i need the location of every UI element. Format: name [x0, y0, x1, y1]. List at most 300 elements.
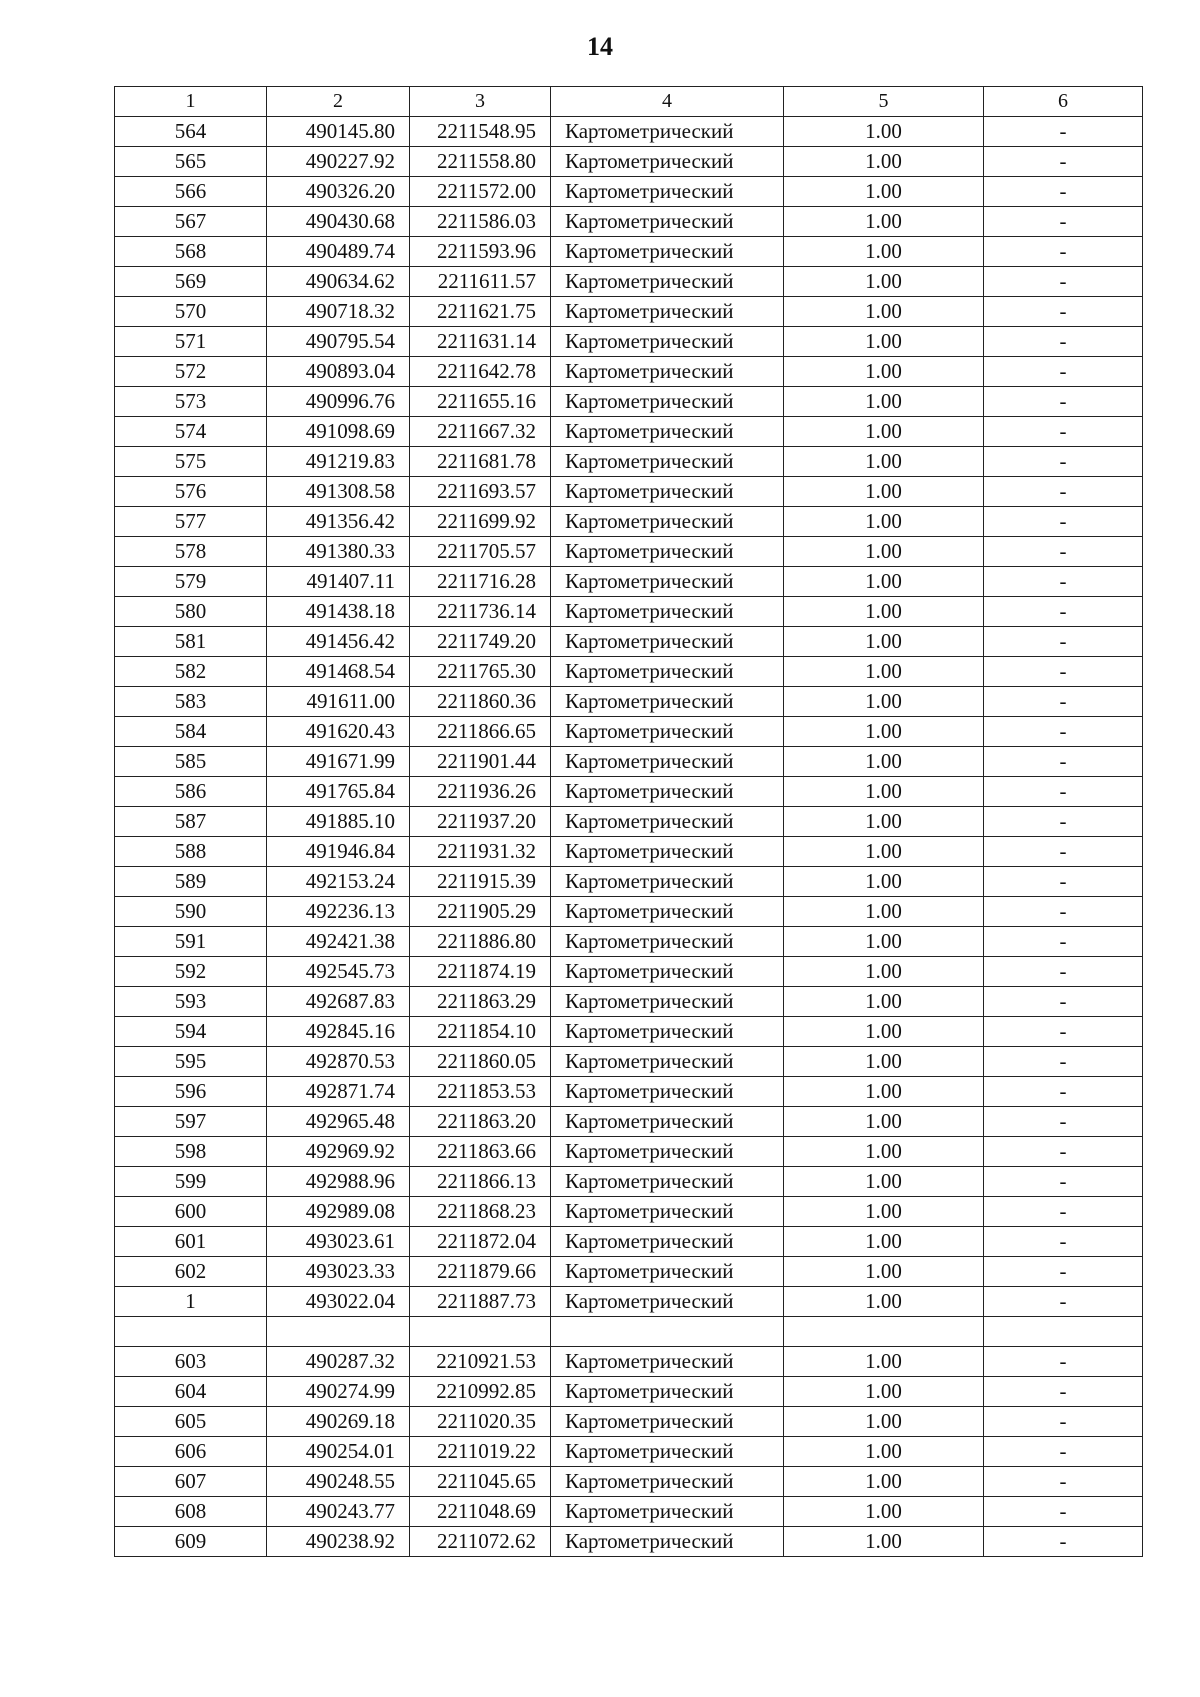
y-coordinate-cell: 2211611.57: [410, 267, 551, 297]
accuracy-cell: 1.00: [784, 1047, 984, 1077]
method-cell: Картометрический: [551, 567, 784, 597]
method-cell: Картометрический: [551, 1137, 784, 1167]
point-number-cell: 566: [115, 177, 267, 207]
table-row: [115, 447, 1143, 477]
header-cell: 6: [984, 87, 1143, 117]
x-coordinate-cell: 491438.18: [267, 597, 410, 627]
note-cell: -: [984, 777, 1143, 807]
table-row: [115, 807, 1143, 837]
y-coordinate-cell: 2211020.35: [410, 1407, 551, 1437]
method-cell: Картометрический: [551, 687, 784, 717]
method-cell: Картометрический: [551, 957, 784, 987]
y-coordinate-cell: 2210992.85: [410, 1377, 551, 1407]
method-cell: Картометрический: [551, 1197, 784, 1227]
x-coordinate-cell: 492989.08: [267, 1197, 410, 1227]
method-cell: Картометрический: [551, 537, 784, 567]
table-row: [115, 867, 1143, 897]
point-number-cell: 593: [115, 987, 267, 1017]
accuracy-cell: 1.00: [784, 1107, 984, 1137]
point-number-cell: 586: [115, 777, 267, 807]
x-coordinate-cell: 491946.84: [267, 837, 410, 867]
point-number-cell: 607: [115, 1467, 267, 1497]
x-coordinate-cell: 492545.73: [267, 957, 410, 987]
y-coordinate-cell: 2211936.26: [410, 777, 551, 807]
accuracy-cell: [784, 1317, 984, 1347]
table-row: [115, 327, 1143, 357]
x-coordinate-cell: 492988.96: [267, 1167, 410, 1197]
method-cell: Картометрический: [551, 417, 784, 447]
x-coordinate-cell: 493022.04: [267, 1287, 410, 1317]
y-coordinate-cell: 2211937.20: [410, 807, 551, 837]
point-number-cell: 574: [115, 417, 267, 447]
y-coordinate-cell: 2211681.78: [410, 447, 551, 477]
point-number-cell: 579: [115, 567, 267, 597]
table-row: [115, 1257, 1143, 1287]
point-number-cell: 576: [115, 477, 267, 507]
table-row: [115, 1527, 1143, 1557]
y-coordinate-cell: 2211048.69: [410, 1497, 551, 1527]
table-row: [115, 117, 1143, 147]
y-coordinate-cell: 2211716.28: [410, 567, 551, 597]
table-row: [115, 957, 1143, 987]
table-row: [115, 687, 1143, 717]
accuracy-cell: 1.00: [784, 1167, 984, 1197]
point-number-cell: 597: [115, 1107, 267, 1137]
method-cell: Картометрический: [551, 1467, 784, 1497]
y-coordinate-cell: 2211558.80: [410, 147, 551, 177]
y-coordinate-cell: 2211874.19: [410, 957, 551, 987]
method-cell: Картометрический: [551, 747, 784, 777]
point-number-cell: 603: [115, 1347, 267, 1377]
method-cell: Картометрический: [551, 1347, 784, 1377]
accuracy-cell: 1.00: [784, 1287, 984, 1317]
header-cell: 5: [784, 87, 984, 117]
table-row: [115, 1137, 1143, 1167]
accuracy-cell: 1.00: [784, 747, 984, 777]
y-coordinate-cell: 2211642.78: [410, 357, 551, 387]
accuracy-cell: 1.00: [784, 597, 984, 627]
y-coordinate-cell: 2211593.96: [410, 237, 551, 267]
table-header-row: [115, 87, 1143, 117]
note-cell: -: [984, 1227, 1143, 1257]
y-coordinate-cell: 2211879.66: [410, 1257, 551, 1287]
x-coordinate-cell: 491468.54: [267, 657, 410, 687]
note-cell: -: [984, 507, 1143, 537]
note-cell: -: [984, 1437, 1143, 1467]
table-row: [115, 477, 1143, 507]
note-cell: -: [984, 117, 1143, 147]
method-cell: Картометрический: [551, 1377, 784, 1407]
point-number-cell: 602: [115, 1257, 267, 1287]
table-row: [115, 897, 1143, 927]
x-coordinate-cell: 490227.92: [267, 147, 410, 177]
x-coordinate-cell: 491380.33: [267, 537, 410, 567]
x-coordinate-cell: 490269.18: [267, 1407, 410, 1437]
method-cell: Картометрический: [551, 507, 784, 537]
table-row: [115, 1347, 1143, 1377]
table-row: [115, 147, 1143, 177]
accuracy-cell: 1.00: [784, 477, 984, 507]
table-row: [115, 1077, 1143, 1107]
coordinates-table: [114, 86, 1143, 1557]
note-cell: [984, 1317, 1143, 1347]
accuracy-cell: 1.00: [784, 1527, 984, 1557]
y-coordinate-cell: 2211693.57: [410, 477, 551, 507]
table-row: [115, 387, 1143, 417]
accuracy-cell: 1.00: [784, 237, 984, 267]
method-cell: Картометрический: [551, 837, 784, 867]
note-cell: -: [984, 837, 1143, 867]
point-number-cell: [115, 1317, 267, 1347]
accuracy-cell: 1.00: [784, 1137, 984, 1167]
x-coordinate-cell: 490254.01: [267, 1437, 410, 1467]
note-cell: -: [984, 927, 1143, 957]
y-coordinate-cell: 2211866.65: [410, 717, 551, 747]
point-number-cell: 601: [115, 1227, 267, 1257]
x-coordinate-cell: 490795.54: [267, 327, 410, 357]
table-row: [115, 717, 1143, 747]
x-coordinate-cell: 492687.83: [267, 987, 410, 1017]
method-cell: Картометрический: [551, 1047, 784, 1077]
note-cell: -: [984, 747, 1143, 777]
table-row: [115, 1467, 1143, 1497]
note-cell: -: [984, 447, 1143, 477]
accuracy-cell: 1.00: [784, 1467, 984, 1497]
y-coordinate-cell: 2211853.53: [410, 1077, 551, 1107]
method-cell: Картометрический: [551, 597, 784, 627]
table-row: [115, 297, 1143, 327]
x-coordinate-cell: 490634.62: [267, 267, 410, 297]
method-cell: Картометрический: [551, 987, 784, 1017]
point-number-cell: 572: [115, 357, 267, 387]
point-number-cell: 589: [115, 867, 267, 897]
x-coordinate-cell: 492871.74: [267, 1077, 410, 1107]
table-row: [115, 237, 1143, 267]
note-cell: -: [984, 1377, 1143, 1407]
y-coordinate-cell: 2211699.92: [410, 507, 551, 537]
method-cell: Картометрический: [551, 267, 784, 297]
y-coordinate-cell: 2211667.32: [410, 417, 551, 447]
note-cell: -: [984, 477, 1143, 507]
method-cell: Картометрический: [551, 1227, 784, 1257]
method-cell: Картометрический: [551, 1437, 784, 1467]
x-coordinate-cell: 490893.04: [267, 357, 410, 387]
method-cell: Картометрический: [551, 1497, 784, 1527]
table-row: [115, 1407, 1143, 1437]
x-coordinate-cell: 491098.69: [267, 417, 410, 447]
y-coordinate-cell: 2211548.95: [410, 117, 551, 147]
y-coordinate-cell: 2211863.66: [410, 1137, 551, 1167]
header-cell: 4: [551, 87, 784, 117]
note-cell: -: [984, 987, 1143, 1017]
table-row: [115, 927, 1143, 957]
point-number-cell: 588: [115, 837, 267, 867]
point-number-cell: 590: [115, 897, 267, 927]
y-coordinate-cell: 2211860.05: [410, 1047, 551, 1077]
method-cell: Картометрический: [551, 927, 784, 957]
method-cell: Картометрический: [551, 327, 784, 357]
table-row: [115, 1107, 1143, 1137]
method-cell: Картометрический: [551, 1017, 784, 1047]
y-coordinate-cell: 2211931.32: [410, 837, 551, 867]
note-cell: -: [984, 567, 1143, 597]
method-cell: Картометрический: [551, 807, 784, 837]
table-row: [115, 1047, 1143, 1077]
x-coordinate-cell: 492845.16: [267, 1017, 410, 1047]
page-number: 14: [587, 32, 613, 61]
accuracy-cell: 1.00: [784, 1017, 984, 1047]
point-number-cell: 569: [115, 267, 267, 297]
point-number-cell: 575: [115, 447, 267, 477]
accuracy-cell: 1.00: [784, 1227, 984, 1257]
x-coordinate-cell: 492236.13: [267, 897, 410, 927]
x-coordinate-cell: 490718.32: [267, 297, 410, 327]
x-coordinate-cell: [267, 1317, 410, 1347]
accuracy-cell: 1.00: [784, 267, 984, 297]
method-cell: Картометрический: [551, 1167, 784, 1197]
method-cell: Картометрический: [551, 1407, 784, 1437]
accuracy-cell: 1.00: [784, 1437, 984, 1467]
method-cell: Картометрический: [551, 897, 784, 927]
point-number-cell: 595: [115, 1047, 267, 1077]
accuracy-cell: 1.00: [784, 537, 984, 567]
note-cell: -: [984, 1137, 1143, 1167]
header-cell: 1: [115, 87, 267, 117]
x-coordinate-cell: 493023.61: [267, 1227, 410, 1257]
point-number-cell: 584: [115, 717, 267, 747]
accuracy-cell: 1.00: [784, 507, 984, 537]
accuracy-cell: 1.00: [784, 357, 984, 387]
point-number-cell: 1: [115, 1287, 267, 1317]
table-row: [115, 537, 1143, 567]
accuracy-cell: 1.00: [784, 867, 984, 897]
table-row: [115, 1377, 1143, 1407]
point-number-cell: 580: [115, 597, 267, 627]
accuracy-cell: 1.00: [784, 567, 984, 597]
point-number-cell: 587: [115, 807, 267, 837]
method-cell: Картометрический: [551, 447, 784, 477]
x-coordinate-cell: 490274.99: [267, 1377, 410, 1407]
method-cell: Картометрический: [551, 1527, 784, 1557]
note-cell: -: [984, 177, 1143, 207]
x-coordinate-cell: 491620.43: [267, 717, 410, 747]
table-row: [115, 1497, 1143, 1527]
accuracy-cell: 1.00: [784, 1407, 984, 1437]
accuracy-cell: 1.00: [784, 987, 984, 1017]
note-cell: -: [984, 387, 1143, 417]
method-cell: Картометрический: [551, 117, 784, 147]
y-coordinate-cell: 2211887.73: [410, 1287, 551, 1317]
table-row: [115, 1287, 1143, 1317]
point-number-cell: 578: [115, 537, 267, 567]
y-coordinate-cell: 2211915.39: [410, 867, 551, 897]
accuracy-cell: 1.00: [784, 447, 984, 477]
x-coordinate-cell: 491407.11: [267, 567, 410, 597]
note-cell: -: [984, 147, 1143, 177]
table-row: [115, 1227, 1143, 1257]
point-number-cell: 583: [115, 687, 267, 717]
note-cell: -: [984, 627, 1143, 657]
note-cell: -: [984, 1197, 1143, 1227]
table-row: [115, 747, 1143, 777]
note-cell: -: [984, 1257, 1143, 1287]
x-coordinate-cell: 492870.53: [267, 1047, 410, 1077]
table-row: [115, 507, 1143, 537]
x-coordinate-cell: 491456.42: [267, 627, 410, 657]
header-cell: 3: [410, 87, 551, 117]
accuracy-cell: 1.00: [784, 687, 984, 717]
y-coordinate-cell: [410, 1317, 551, 1347]
accuracy-cell: 1.00: [784, 717, 984, 747]
note-cell: -: [984, 1527, 1143, 1557]
point-number-cell: 577: [115, 507, 267, 537]
y-coordinate-cell: 2211736.14: [410, 597, 551, 627]
point-number-cell: 568: [115, 237, 267, 267]
x-coordinate-cell: 492421.38: [267, 927, 410, 957]
y-coordinate-cell: 2211655.16: [410, 387, 551, 417]
note-cell: -: [984, 417, 1143, 447]
point-number-cell: 571: [115, 327, 267, 357]
table-row: [115, 1197, 1143, 1227]
accuracy-cell: 1.00: [784, 417, 984, 447]
accuracy-cell: 1.00: [784, 627, 984, 657]
point-number-cell: 582: [115, 657, 267, 687]
x-coordinate-cell: 492153.24: [267, 867, 410, 897]
note-cell: -: [984, 297, 1143, 327]
point-number-cell: 598: [115, 1137, 267, 1167]
accuracy-cell: 1.00: [784, 387, 984, 417]
point-number-cell: 567: [115, 207, 267, 237]
x-coordinate-cell: 490326.20: [267, 177, 410, 207]
method-cell: [551, 1317, 784, 1347]
accuracy-cell: 1.00: [784, 1347, 984, 1377]
x-coordinate-cell: 491885.10: [267, 807, 410, 837]
y-coordinate-cell: 2211072.62: [410, 1527, 551, 1557]
point-number-cell: 608: [115, 1497, 267, 1527]
method-cell: Картометрический: [551, 1257, 784, 1287]
method-cell: Картометрический: [551, 867, 784, 897]
point-number-cell: 581: [115, 627, 267, 657]
accuracy-cell: 1.00: [784, 327, 984, 357]
note-cell: -: [984, 1017, 1143, 1047]
y-coordinate-cell: 2211705.57: [410, 537, 551, 567]
point-number-cell: 609: [115, 1527, 267, 1557]
note-cell: -: [984, 1467, 1143, 1497]
note-cell: -: [984, 807, 1143, 837]
method-cell: Картометрический: [551, 357, 784, 387]
table-row: [115, 1317, 1143, 1347]
method-cell: Картометрический: [551, 387, 784, 417]
accuracy-cell: 1.00: [784, 1257, 984, 1287]
accuracy-cell: 1.00: [784, 1077, 984, 1107]
accuracy-cell: 1.00: [784, 897, 984, 927]
y-coordinate-cell: 2211572.00: [410, 177, 551, 207]
y-coordinate-cell: 2210921.53: [410, 1347, 551, 1377]
y-coordinate-cell: 2211863.20: [410, 1107, 551, 1137]
point-number-cell: 594: [115, 1017, 267, 1047]
method-cell: Картометрический: [551, 1077, 784, 1107]
table-row: [115, 417, 1143, 447]
point-number-cell: 585: [115, 747, 267, 777]
x-coordinate-cell: 490996.76: [267, 387, 410, 417]
method-cell: Картометрический: [551, 477, 784, 507]
y-coordinate-cell: 2211905.29: [410, 897, 551, 927]
point-number-cell: 591: [115, 927, 267, 957]
table-row: [115, 1437, 1143, 1467]
note-cell: -: [984, 1107, 1143, 1137]
accuracy-cell: 1.00: [784, 1197, 984, 1227]
method-cell: Картометрический: [551, 237, 784, 267]
note-cell: -: [984, 867, 1143, 897]
point-number-cell: 596: [115, 1077, 267, 1107]
table-row: [115, 267, 1143, 297]
y-coordinate-cell: 2211765.30: [410, 657, 551, 687]
note-cell: -: [984, 357, 1143, 387]
y-coordinate-cell: 2211749.20: [410, 627, 551, 657]
table-row: [115, 207, 1143, 237]
y-coordinate-cell: 2211854.10: [410, 1017, 551, 1047]
accuracy-cell: 1.00: [784, 1377, 984, 1407]
y-coordinate-cell: 2211860.36: [410, 687, 551, 717]
accuracy-cell: 1.00: [784, 927, 984, 957]
point-number-cell: 592: [115, 957, 267, 987]
note-cell: -: [984, 237, 1143, 267]
method-cell: Картометрический: [551, 1287, 784, 1317]
note-cell: -: [984, 1497, 1143, 1527]
accuracy-cell: 1.00: [784, 297, 984, 327]
note-cell: -: [984, 1077, 1143, 1107]
accuracy-cell: 1.00: [784, 147, 984, 177]
x-coordinate-cell: 492969.92: [267, 1137, 410, 1167]
method-cell: Картометрический: [551, 207, 784, 237]
y-coordinate-cell: 2211621.75: [410, 297, 551, 327]
method-cell: Картометрический: [551, 1107, 784, 1137]
note-cell: -: [984, 327, 1143, 357]
note-cell: -: [984, 717, 1143, 747]
method-cell: Картометрический: [551, 657, 784, 687]
y-coordinate-cell: 2211901.44: [410, 747, 551, 777]
note-cell: -: [984, 657, 1143, 687]
note-cell: -: [984, 1167, 1143, 1197]
method-cell: Картометрический: [551, 627, 784, 657]
point-number-cell: 573: [115, 387, 267, 417]
note-cell: -: [984, 597, 1143, 627]
table-row: [115, 1167, 1143, 1197]
note-cell: -: [984, 687, 1143, 717]
x-coordinate-cell: 491308.58: [267, 477, 410, 507]
point-number-cell: 606: [115, 1437, 267, 1467]
point-number-cell: 604: [115, 1377, 267, 1407]
x-coordinate-cell: 490430.68: [267, 207, 410, 237]
note-cell: -: [984, 207, 1143, 237]
x-coordinate-cell: 491219.83: [267, 447, 410, 477]
y-coordinate-cell: 2211045.65: [410, 1467, 551, 1497]
y-coordinate-cell: 2211586.03: [410, 207, 551, 237]
x-coordinate-cell: 490145.80: [267, 117, 410, 147]
y-coordinate-cell: 2211019.22: [410, 1437, 551, 1467]
x-coordinate-cell: 492965.48: [267, 1107, 410, 1137]
accuracy-cell: 1.00: [784, 807, 984, 837]
x-coordinate-cell: 491671.99: [267, 747, 410, 777]
point-number-cell: 565: [115, 147, 267, 177]
table-row: [115, 597, 1143, 627]
x-coordinate-cell: 491765.84: [267, 777, 410, 807]
x-coordinate-cell: 490489.74: [267, 237, 410, 267]
table-row: [115, 567, 1143, 597]
note-cell: -: [984, 1047, 1143, 1077]
accuracy-cell: 1.00: [784, 207, 984, 237]
accuracy-cell: 1.00: [784, 1497, 984, 1527]
